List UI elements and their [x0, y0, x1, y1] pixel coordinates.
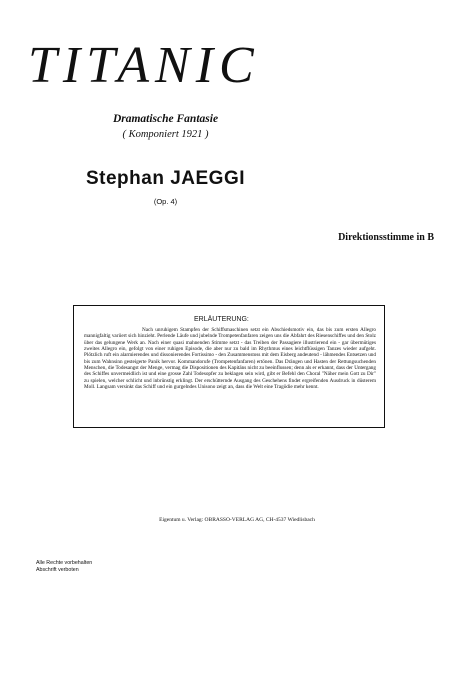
explanation-text: Nach unruhigem Stampfen der Schiffsmaschinen setzt ein Abschiedsmotiv ein, das bis zum ersten Allegro mannigfaltig variiert sich hinzieht. Perlende Läufe und jubelnde Trompetenfanfaren zeigen uns die Abfahrt des Riesenschiffes und den Stolz über das gelungene Werk an. Nach einer quasi mahnenden Stimme setzt - das Treiben der Passagiere illustrierend ein - gar übermütiges zweites Allegro ein, gefolgt von einer ruhigen Episode, die aber nur zu bald im Rhythmus eines leichtflüssigen Tanzes wieder aufgeht. Plötzlich ruft ein alarmierendes und dissonierendes Fortissimo - den Zusammenstoss mit dem Eisberg andeutend - lähmendes Entsetzen und bis zum Wahnsinn gesteigerte Panik hervor. Kommandorufe (Trompetenfanfaren) ertönen. Das Drängen und Hasten der Rettungsuchenden Menschen, die Todesangst der Menge, vermag die Dispositionen des Kapitäns nicht zu beeinflussen; denn als er erkannt, dass der Untergang des Schiffes unvermeidlich ist und eine grosse Zahl Todesopfer zu beklagen sein wird, gibt er Befehl den Choral "Näher mein Gott zu Dir" zu spielen, welcher schlicht und inbrünstig erklingt. Der erschütternde Ausgang des Geschehens findet ergreifenden Ausdruck in düsterem Moll. Langsam versinkt das Schiff und ein gurgelndes Unisono zeigt an, dass die Welt eine Tragödie mehr kennt. — [84, 327, 376, 391]
explanation-box — [73, 305, 385, 428]
rights-notice — [36, 560, 92, 574]
explanation-heading: ERLÄUTERUNG: — [194, 316, 249, 323]
composer-name: Stephan JAEGGI — [85, 168, 246, 189]
composition-year: ( Komponiert 1921 ) — [122, 129, 209, 140]
subtitle: Dramatische Fantasie — [112, 113, 219, 125]
rights-line-1: Alle Rechte vorbehalten — [36, 560, 93, 566]
opus-number: (Op. 4) — [153, 197, 178, 206]
page-title: TITANIC — [28, 37, 260, 94]
part-name: Direktionsstimme in B — [338, 232, 434, 243]
rights-line-2: Abschrift verboten — [36, 567, 79, 573]
publisher-line: Eigentum u. Verlag: OBRASSO-VERLAG AG, CH-4537 Wiedlisbach — [159, 517, 315, 523]
